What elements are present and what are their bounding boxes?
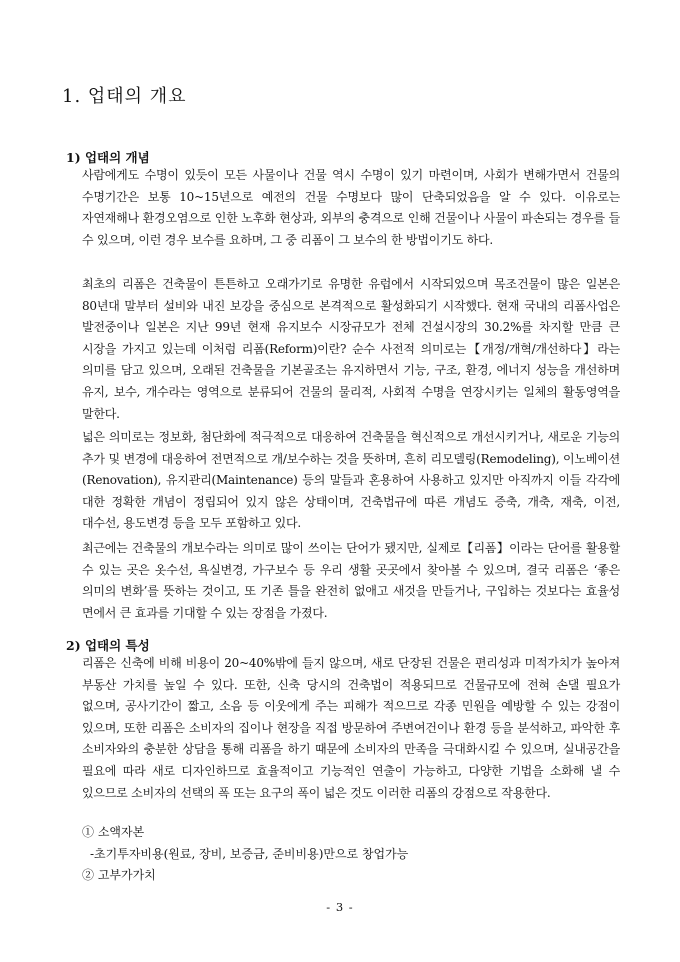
page-number: - 3 - [326,900,354,914]
list-item: ② 고부가가치 [82,868,156,883]
section-heading-concept: 1) 업태의 개념 [66,150,150,165]
list-item: ① 소액자본 [82,825,145,839]
paragraph: 넓은 의미로는 정보화, 첨단화에 적극적으로 대응하여 건축물을 혁신적으로 개선시키거나, 새로운 기능의 추가 및 변경에 대응하여 전면적으로 개/보수하는 것을 뜻하며, 흔히 리모델링(Remodeling), 이노베이션(Renovation), 유지관리(Maintenance) 등의 말들과 혼용하여 사용하고 있지만 아직까지 이들 각각에 대한 정확한 개념이 정립되어 있지 않은 상태이며, 건축법규에 따른 개념도 증축, 개축, 재축, 이전, 대수선, 용도변경 등을 모두 포함하고 있다. [82,430,620,531]
document-title: 1. 업태의 개요 [62,86,187,107]
paragraph: 최초의 리폼은 건축물이 튼튼하고 오래가기로 유명한 유럽에서 시작되었으며 목조건물이 많은 일본은 80년대 말부터 설비와 내진 보강을 중심으로 본격적으로 활성화되기 시작했다. 현재 국내의 리폼사업은 발전중이나 일본은 지난 99년 현재 유지보수 시장규모가 전체 건설시장의 30.2%를 차지할 만큼 큰 시장을 가지고 있는데 이처럼 리폼(Reform)이란? 순수 사전적 의미로는【개정/개혁/개선하다】라는 의미를 담고 있으며, 오래된 건축물을 기본골조는 유지하면서 기능, 구조, 환경, 에너지 성능을 개선하며 유지, 보수, 개수라는 영역으로 분류되어 건물의 물리적, 사회적 수명을 연장시키는 일체의 활동영역을 말한다. [82,277,620,421]
paragraph: 사람에게도 수명이 있듯이 모든 사물이나 건물 역시 수명이 있기 마련이며, 사회가 변해가면서 건물의 수명기간은 보통 10~15년으로 예전의 건물 수명보다 많이 단축되었음을 알 수 있다. 이유로는 자연재해나 환경오염으로 인한 노후화 현상과, 외부의 충격으로 인해 건물이나 사물이 파손되는 경우를 들 수 있으며, 이런 경우 보수를 요하며, 그 중 리폼이 그 보수의 한 방법이기도 하다. [82,168,620,247]
paragraph: 리폼은 신축에 비해 비용이 20~40%밖에 들지 않으며, 새로 단장된 건물은 편리성과 미적가치가 높아져 부동산 가치를 높일 수 있다. 또한, 신축 당시의 건축법이 적용되므로 건물규모에 전혀 손댈 필요가 없으며, 공사기간이 짧고, 소음 등 이웃에게 주는 피해가 적으므로 각종 민원을 예방할 수 있는 강점이 있으며, 또한 리폼은 소비자의 집이나 현장을 직접 방문하여 주변여건이나 환경 등을 분석하고, 파악한 후 소비자와의 충분한 상담을 통해 리폼을 하기 때문에 소비자의 만족을 극대화시킬 수 있으며, 실내공간을 필요에 따라 새로 디자인하므로 효율적이고 기능적인 연출이 가능하고, 다양한 기법을 소화해 낼 수 있으므로 소비자의 선택의 폭 또는 요구의 폭이 넓은 것도 이러한 리폼의 강점으로 작용한다. [82,656,620,800]
feature-list [82,822,622,887]
paragraph: 최근에는 건축물의 개보수라는 의미로 많이 쓰이는 단어가 됐지만, 실제로【리폼】이라는 단어를 활용할 수 있는 곳은 옷수선, 욕실변경, 가구보수 등 우리 생활 곳곳에서 찾아볼 수 있으며, 결국 리폼은 ‘좋은 의미의 변화’를 뜻하는 것이고, 또 기존 틀을 완전히 없애고 새것을 만들거나, 구입하는 것보다는 효율성 면에서 큰 효과를 기대할 수 있는 장점을 가졌다. [82,541,620,620]
section-heading-characteristics: 2) 업태의 특성 [66,638,150,653]
list-item: -초기투자비용(원료, 장비, 보증금, 준비비용)만으로 창업가능 [90,846,409,861]
